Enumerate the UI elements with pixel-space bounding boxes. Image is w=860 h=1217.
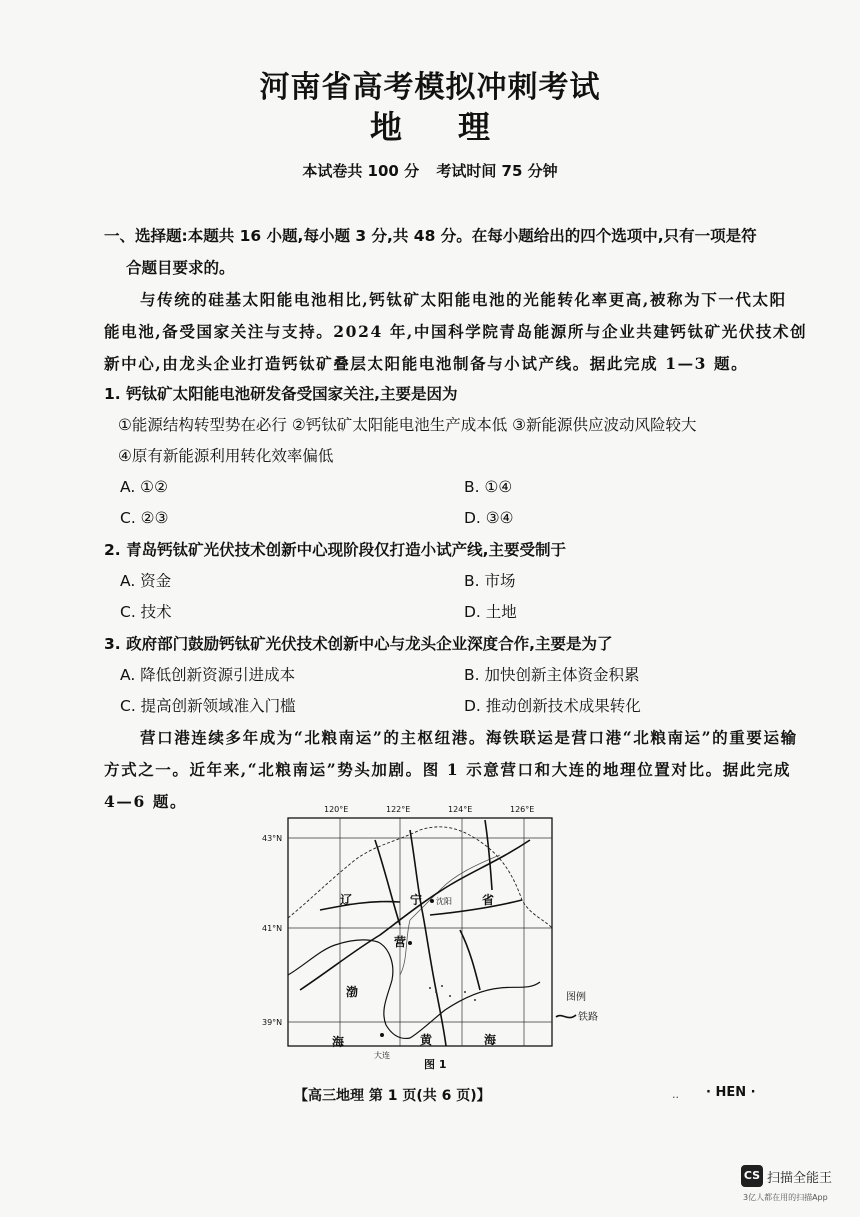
scanner-name: 扫描全能王 — [767, 1171, 833, 1186]
map-graticule — [288, 818, 552, 1046]
passage2-line-1: 营口港连续多年成为“北粮南运”的主枢纽港。海铁联运是营口港“北粮南运”的重要运输 — [140, 728, 798, 747]
label-shenyang: 沈阳 — [436, 897, 452, 906]
lat-label-2: 41°N — [262, 924, 283, 933]
question-2-option-b: B. 市场 — [464, 572, 516, 590]
question-1-items-1: ①能源结构转型势在必行 ②钙钛矿太阳能电池生产成本低 ③新能源供应波动风险较大 — [118, 416, 697, 434]
passage2-line-3: 4—6 题。 — [104, 792, 188, 811]
question-1-stem: 1. 钙钛矿太阳能电池研发备受国家关注,主要是因为 — [104, 385, 458, 403]
label-bo: 渤 — [346, 985, 359, 999]
label-dalian: 大连 — [374, 1051, 390, 1060]
passage1-line-1: 与传统的硅基太阳能电池相比,钙钛矿太阳能电池的光能转化率更高,被称为下一代太阳 — [140, 290, 787, 309]
shenyang-dot — [430, 899, 434, 903]
label-hai-1: 海 — [332, 1035, 345, 1049]
score-info: 本试卷共 100 分 — [302, 162, 420, 180]
question-1-option-d: D. ③④ — [464, 509, 514, 527]
legend-railway-symbol — [556, 1015, 576, 1018]
section-heading-2: 合题目要求的。 — [126, 259, 235, 277]
label-ying: 营 — [394, 935, 407, 949]
scanner-logo-icon: CS — [741, 1165, 763, 1187]
railways — [300, 820, 530, 1046]
question-2-stem: 2. 青岛钙钛矿光伏技术创新中心现阶段仅打造小试产线,主要受制于 — [104, 541, 566, 559]
question-3-option-b: B. 加快创新主体资金积累 — [464, 666, 640, 684]
exam-title: 河南省高考模拟冲刺考试 — [259, 70, 601, 105]
question-1-option-a: A. ①② — [120, 478, 168, 496]
lon-label-2: 122°E — [386, 805, 411, 814]
map-figure — [260, 800, 600, 1070]
question-3-stem: 3. 政府部门鼓励钙钛矿光伏技术创新中心与龙头企业深度合作,主要是为了 — [104, 635, 613, 653]
question-2-option-c: C. 技术 — [120, 603, 172, 621]
label-ning: 宁 — [410, 893, 423, 907]
question-1-option-b: B. ①④ — [464, 478, 513, 496]
subject-char-1: 地 — [369, 108, 402, 146]
question-3-option-a: A. 降低创新资源引进成本 — [120, 666, 296, 684]
label-liao: 辽 — [340, 893, 353, 907]
map-frame — [288, 818, 552, 1046]
scanner-tagline: 3亿人都在用的扫描App — [743, 1193, 828, 1202]
legend-item: 铁路 — [578, 1012, 598, 1023]
question-2-option-a: A. 资金 — [120, 572, 172, 590]
footer-dots: .. — [672, 1088, 679, 1101]
subject-char-2: 理 — [458, 108, 491, 146]
question-3-option-d: D. 推动创新技术成果转化 — [464, 697, 641, 715]
label-hai-2: 海 — [484, 1033, 497, 1047]
section-heading-1: 一、选择题:本题共 16 小题,每小题 3 分,共 48 分。在每小题给出的四个选项中,只有一项是符 — [104, 227, 757, 245]
page-footer: 【高三地理 第 1 页(共 6 页)】 — [294, 1088, 491, 1104]
question-1-option-c: C. ②③ — [120, 509, 169, 527]
passage2-line-2: 方式之一。近年来,“北粮南运”势头加剧。图 1 示意营口和大连的地理位置对比。据此完成 — [104, 760, 792, 779]
lon-label-4: 126°E — [510, 805, 535, 814]
lat-label-3: 39°N — [262, 1018, 283, 1027]
lon-label-3: 124°E — [448, 805, 473, 814]
figure-caption: 图 1 — [424, 1058, 447, 1070]
subject-title — [0, 102, 860, 148]
question-2-option-d: D. 土地 — [464, 603, 517, 621]
province-boundary — [288, 827, 552, 928]
label-sheng: 省 — [482, 893, 495, 907]
coastline — [288, 940, 540, 1039]
lat-label-1: 43°N — [262, 834, 283, 843]
exam-info — [0, 160, 860, 181]
footer-code: · HEN · — [706, 1085, 756, 1100]
time-info: 考试时间 75 分钟 — [436, 162, 558, 180]
yingkou-dot — [408, 941, 412, 945]
label-huang: 黄 — [420, 1033, 433, 1047]
dalian-dot — [380, 1033, 384, 1037]
passage1-line-3: 新中心,由龙头企业打造钙钛矿叠层太阳能电池制备与小试产线。据此完成 1—3 题。 — [104, 354, 749, 373]
question-3-option-c: C. 提高创新领域准入门槛 — [120, 697, 296, 715]
legend-title: 图例 — [566, 992, 586, 1003]
scanner-watermark — [741, 1165, 841, 1205]
lon-label-1: 120°E — [324, 805, 349, 814]
liaoning-map — [260, 800, 600, 1070]
passage1-line-2: 能电池,备受国家关注与支持。2024 年,中国科学院青岛能源所与企业共建钙钛矿光伏技术创 — [104, 322, 808, 341]
question-1-items-2: ④原有新能源利用转化效率偏低 — [118, 447, 334, 465]
